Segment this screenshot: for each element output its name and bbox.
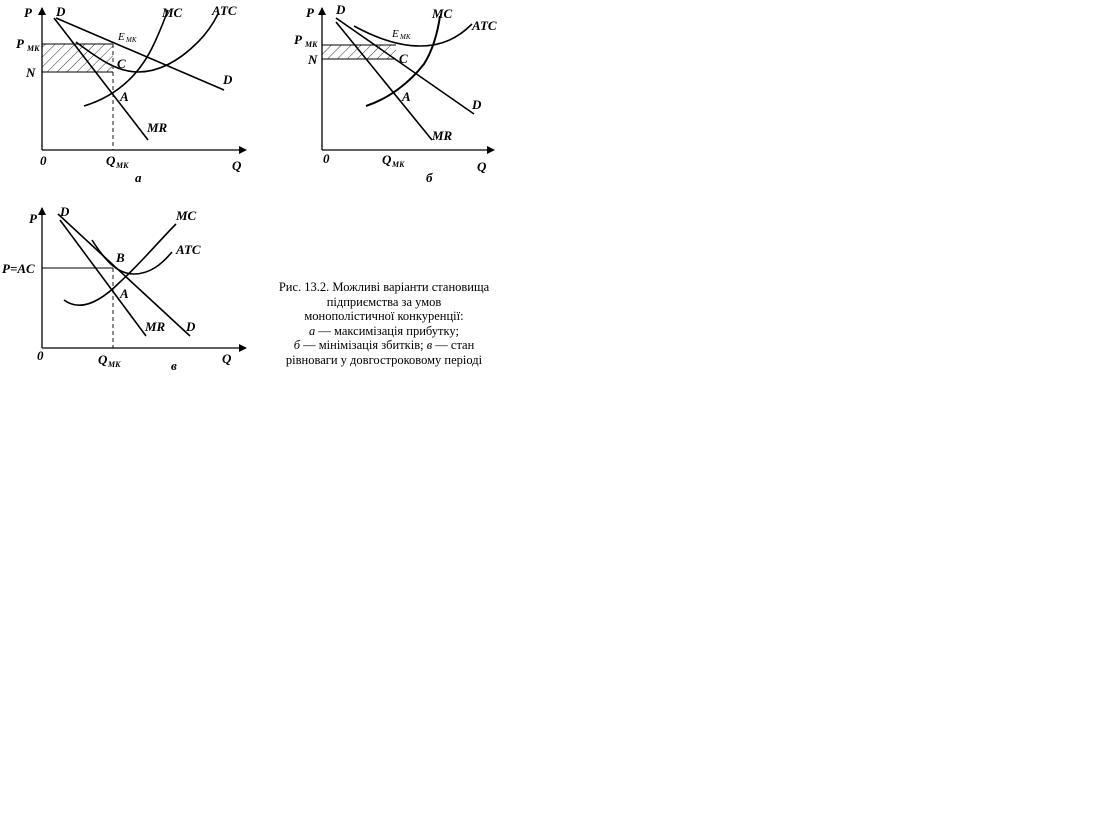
axis-q-label: Q [232,158,242,173]
mc-label: MC [162,5,183,20]
demand-bottom-label: D [472,97,482,112]
axis-p-label: P [306,5,314,20]
caption-line-4 [258,324,510,339]
panel-c [2,204,246,373]
caption-line-2: підприємства за умов [326,294,442,309]
n-label: N [308,52,318,67]
q-mk-label: Q [98,352,108,367]
p-mk-label: P [294,32,302,47]
p-ac-label: P=AC [2,261,35,276]
mc-label: MC [176,208,197,223]
q-mk-subscript: MK [108,360,121,369]
demand-top-label: D [336,2,346,17]
p-mk-subscript: MK [305,40,318,49]
caption-line-3: монополістичної конкуренції: [304,309,464,323]
caption-text-a: — максимізація прибутку; [315,323,459,338]
axis-p-label: P [24,5,32,20]
origin-label: 0 [323,151,330,166]
panel-b [294,2,497,185]
atc-label: ATC [472,18,497,33]
e-mk-subscript: MK [126,36,137,44]
figure-caption [258,280,510,367]
panel-letter-c: в [171,358,177,373]
demand-top-label: D [60,204,70,219]
origin-label: 0 [37,348,44,363]
axis-q-label: Q [477,159,487,174]
demand-bottom-label: D [223,72,233,87]
caption-line-5 [258,338,510,353]
panel-letter-b: б [426,170,433,185]
demand-curve [58,214,190,336]
caption-letter-b: б [293,338,300,352]
point-c-label: C [117,56,126,71]
p-mk-subscript: MK [27,44,40,53]
axis-q-label: Q [222,351,232,366]
q-mk-subscript: MK [392,160,405,169]
demand-top-label: D [56,4,66,19]
mr-label: MR [147,120,168,135]
q-mk-subscript: MK [116,161,129,170]
caption-text-b: — мінімізація збитків; [300,338,427,352]
caption-line-1: Рис. 13.2. Можливі варіанти становища [278,280,490,294]
e-mk-subscript: MK [400,33,411,41]
mr-label: MR [432,128,453,143]
caption-letter-c: в [426,338,433,352]
caption-letter-a: а [309,323,316,338]
point-a-label: A [120,286,129,301]
point-b-label: B [116,250,125,265]
point-a-label: A [120,89,129,104]
mc-label: MC [432,6,453,21]
mr-curve [60,220,146,336]
mr-label: MR [145,319,166,334]
p-mk-label: P [16,36,24,51]
point-c-label: C [399,51,408,66]
atc-curve [92,240,172,274]
point-a-label: A [402,89,411,104]
caption-text-c: — стан [432,338,475,352]
atc-label: ATC [176,242,201,257]
caption-line-6: рівноваги у довгостроковому періоді [285,352,483,367]
demand-bottom-label: D [186,319,196,334]
q-mk-label: Q [106,153,116,168]
e-mk-label: E [118,31,125,43]
panel-letter-a: а [135,170,142,185]
panel-a [16,3,246,185]
e-mk-label: E [392,28,399,40]
axis-p-label: P [29,211,37,226]
origin-label: 0 [40,153,47,168]
atc-label: ATC [212,3,237,18]
n-label: N [26,65,36,80]
q-mk-label: Q [382,152,392,167]
